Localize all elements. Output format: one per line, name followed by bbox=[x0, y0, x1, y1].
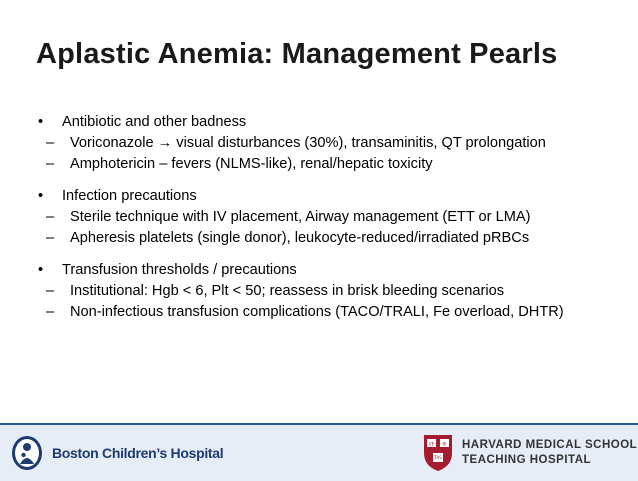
bch-seal-icon bbox=[10, 434, 44, 472]
bch-brand bbox=[10, 432, 223, 474]
bullet-item bbox=[38, 113, 618, 131]
sub-item-text: Non-infectious transfusion complications (TACO/TRALI, Fe overload, DHTR) bbox=[70, 304, 564, 320]
sub-item-text: Sterile technique with IV placement, Airway management (ETT or LMA) bbox=[70, 209, 531, 225]
hms-line2: TEACHING HOSPITAL bbox=[462, 454, 592, 466]
dash-glyph: – bbox=[46, 304, 55, 320]
sub-item bbox=[46, 134, 618, 152]
sub-item bbox=[46, 229, 618, 247]
shield-letters: RI bbox=[442, 441, 447, 447]
sub-item-text: Voriconazole → visual disturbances (30%), transaminitis, QT prolongation bbox=[70, 135, 546, 151]
hms-text bbox=[462, 438, 637, 468]
dash-glyph: – bbox=[46, 209, 55, 225]
bullet-glyph: • bbox=[38, 114, 44, 130]
harvard-shield-icon bbox=[422, 433, 454, 473]
slide-content bbox=[38, 113, 618, 335]
sub-item-text: Institutional: Hgb < 6, Plt < 50; reassess in brisk bleeding scenarios bbox=[70, 283, 504, 299]
bch-name: Boston Children’s Hospital bbox=[52, 445, 224, 461]
sub-item-text: Amphotericin – fevers (NLMS-like), renal/hepatic toxicity bbox=[70, 156, 433, 172]
bullet-glyph: • bbox=[38, 262, 44, 278]
bullet-section bbox=[38, 113, 618, 173]
bullet-text: Transfusion thresholds / precautions bbox=[62, 262, 297, 278]
bullet-item bbox=[38, 261, 618, 279]
shield-letters: TAS bbox=[434, 455, 442, 460]
bullet-text: Antibiotic and other badness bbox=[62, 114, 247, 130]
dash-glyph: – bbox=[46, 230, 55, 246]
dash-glyph: – bbox=[46, 283, 55, 299]
bullet-glyph: • bbox=[38, 188, 44, 204]
sub-item bbox=[46, 282, 618, 300]
sub-item bbox=[46, 208, 618, 226]
sub-item-text: Apheresis platelets (single donor), leukocyte-reduced/irradiated pRBCs bbox=[70, 230, 530, 246]
dash-glyph: – bbox=[46, 135, 55, 151]
footer-bar bbox=[0, 423, 638, 481]
slide-title: Aplastic Anemia: Management Pearls bbox=[36, 38, 558, 70]
bullet-item bbox=[38, 187, 618, 205]
bullet-section bbox=[38, 187, 618, 247]
bullet-text: Infection precautions bbox=[62, 188, 197, 204]
shield-letters: VE bbox=[428, 441, 435, 447]
bullet-section bbox=[38, 261, 618, 321]
dash-glyph: – bbox=[46, 156, 55, 172]
sub-item bbox=[46, 155, 618, 173]
sub-item bbox=[46, 303, 618, 321]
hms-brand bbox=[422, 431, 637, 475]
hms-line1: HARVARD MEDICAL SCHOOL bbox=[462, 439, 638, 451]
